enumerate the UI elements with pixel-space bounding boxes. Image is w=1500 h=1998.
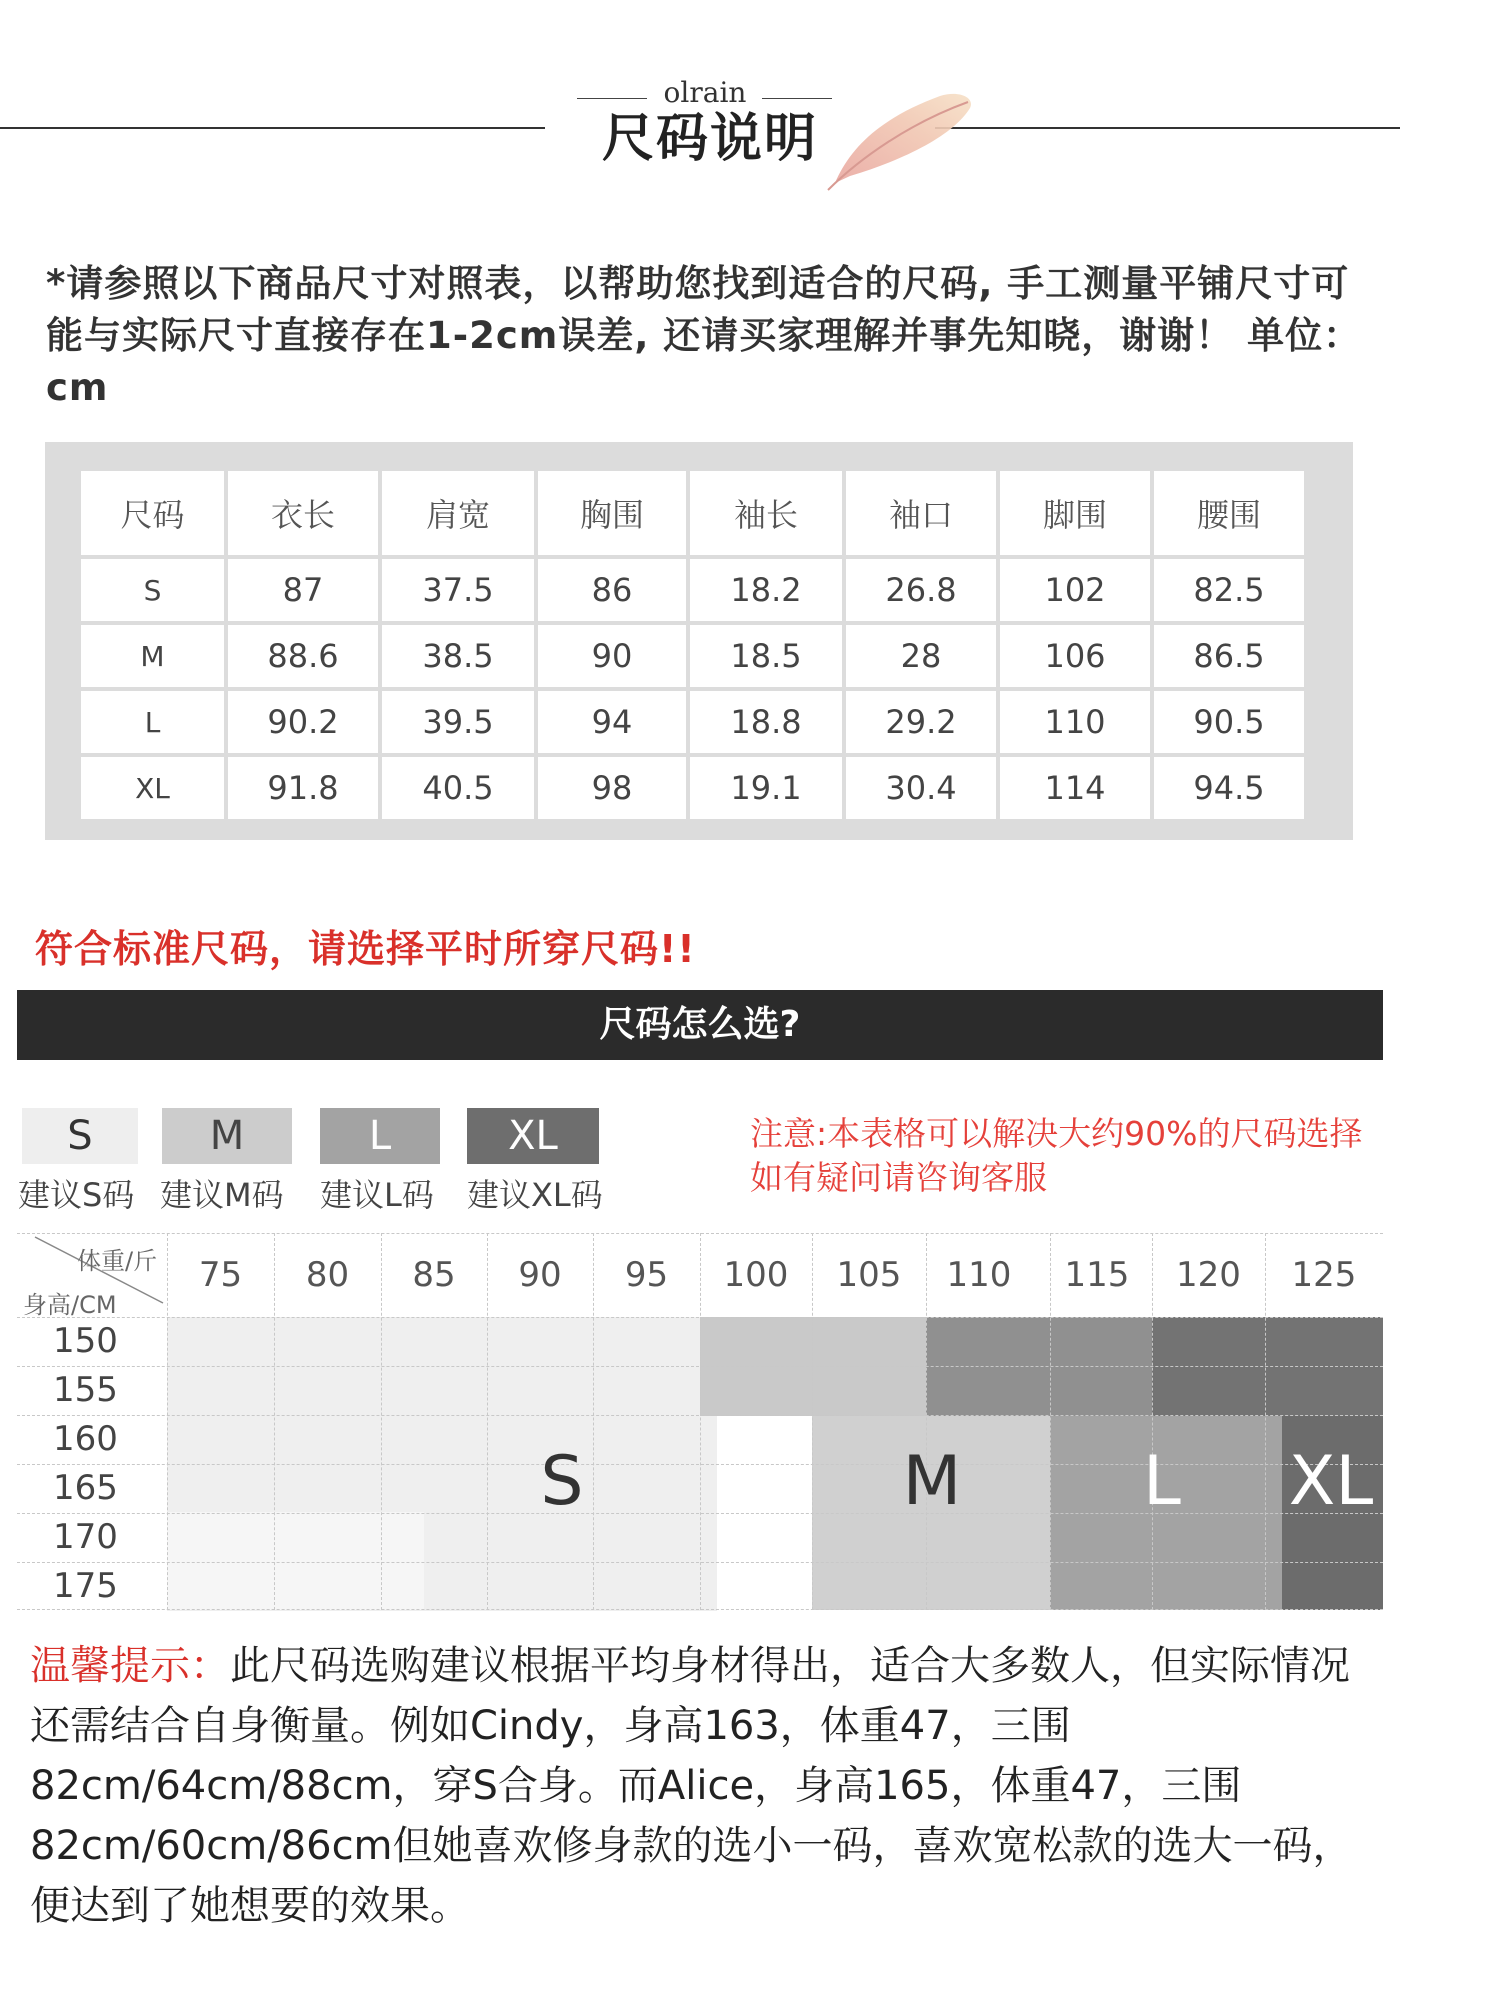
table-cell: 39.5	[382, 691, 534, 753]
table-header-cell: 胸围	[538, 471, 686, 555]
table-cell: 26.8	[846, 559, 996, 621]
table-cell: 98	[538, 757, 686, 819]
weight-label: 90	[518, 1255, 562, 1295]
table-cell: 86.5	[1154, 625, 1304, 687]
header-rule-left	[0, 127, 545, 129]
zone-label-xl: XL	[1288, 1442, 1374, 1521]
weight-label: 95	[624, 1255, 669, 1295]
legend-label-l: 建议L码	[320, 1176, 434, 1214]
grid-line	[17, 1366, 1383, 1367]
table-cell: XL	[81, 757, 224, 819]
notice-line: 如有疑问请咨询客服	[750, 1158, 1047, 1197]
legend-label-xl: 建议XL码	[467, 1176, 603, 1214]
grid-line	[17, 1415, 1383, 1416]
table-header-cell: 肩宽	[382, 471, 534, 555]
height-label: 170	[53, 1517, 118, 1557]
weight-label: 85	[412, 1255, 456, 1295]
table-cell: 29.2	[846, 691, 996, 753]
tips-text: 此尺码选购建议根据平均身材得出，适合大多数人，但实际情况还需结合自身衡量。例如Cindy，身高163，体重47，三围82cm/64cm/88cm，穿S合身。而Alice，身高165，体重47，三围82cm/60cm/86cm但她喜欢修身款的选小一码，喜欢宽松款的选大一码，便达到了她想要的效果。	[30, 1643, 1353, 1929]
weight-label: 105	[836, 1255, 902, 1295]
table-row	[81, 559, 1304, 621]
table-cell: 110	[1000, 691, 1150, 753]
table-cell: 102	[1000, 559, 1150, 621]
size-table	[77, 467, 1308, 823]
weight-label: 110	[946, 1255, 1012, 1295]
section-bar	[17, 990, 1383, 1060]
table-cell: 38.5	[382, 625, 534, 687]
legend-label-m: 建议M码	[160, 1176, 284, 1214]
brand-rule-left	[577, 98, 647, 99]
table-cell: 114	[1000, 757, 1150, 819]
table-header-row	[81, 471, 1304, 555]
weight-label: 100	[723, 1255, 789, 1295]
size-table-panel	[45, 442, 1353, 840]
table-header-cell: 袖口	[846, 471, 996, 555]
table-cell: 19.1	[690, 757, 842, 819]
table-cell: 94.5	[1154, 757, 1304, 819]
zone-label-l: L	[1143, 1442, 1181, 1521]
weight-label: 80	[305, 1255, 350, 1295]
table-cell: 88.6	[228, 625, 378, 687]
table-cell: 30.4	[846, 757, 996, 819]
table-cell: 18.5	[690, 625, 842, 687]
feather-icon	[820, 78, 980, 198]
intro-text: *请参照以下商品尺寸对照表，以帮助您找到适合的尺码, 手工测量平铺尺寸可能与实际尺寸直接存在1-2cm误差, 还请买家理解并事先知晓，谢谢！ 单位：cm	[46, 262, 1362, 409]
table-header-cell: 脚围	[1000, 471, 1150, 555]
notice-line: 注意:本表格可以解决大约90%的尺码选择	[750, 1114, 1363, 1153]
table-cell: L	[81, 691, 224, 753]
standard-size-note: 符合标准尺码，请选择平时所穿尺码!!	[35, 927, 696, 971]
zone-block-s	[167, 1512, 424, 1610]
weight-label: 75	[198, 1255, 243, 1295]
table-cell: S	[81, 559, 224, 621]
weight-label: 115	[1064, 1255, 1130, 1295]
weight-label: 125	[1291, 1255, 1357, 1295]
height-label: 150	[53, 1321, 118, 1361]
zone-label-s: S	[540, 1442, 584, 1521]
legend-chip-m: M	[162, 1108, 292, 1164]
height-label: 165	[53, 1468, 118, 1508]
table-row	[81, 691, 1304, 753]
table-cell: 28	[846, 625, 996, 687]
table-cell: 86	[538, 559, 686, 621]
grid-line	[17, 1317, 1383, 1318]
notice-text	[750, 1112, 1362, 1200]
size-selection-grid	[17, 1233, 1383, 1610]
weight-axis-header: 体重/斤	[77, 1247, 158, 1275]
table-cell: 90	[538, 625, 686, 687]
header-rule-right	[935, 127, 1400, 129]
table-cell: 90.2	[228, 691, 378, 753]
table-cell: 18.2	[690, 559, 842, 621]
table-row	[81, 625, 1304, 687]
table-cell: 106	[1000, 625, 1150, 687]
table-header-cell: 袖长	[690, 471, 842, 555]
table-cell: 40.5	[382, 757, 534, 819]
page-title: 尺码说明	[601, 109, 818, 169]
grid-line	[17, 1609, 1383, 1610]
table-cell: 94	[538, 691, 686, 753]
grid-line	[17, 1562, 1383, 1563]
height-label: 160	[53, 1419, 118, 1459]
weight-label: 120	[1176, 1255, 1241, 1295]
zone-label-m: M	[902, 1442, 962, 1521]
table-row	[81, 757, 1304, 819]
section-bar-title: 尺码怎么选?	[599, 1004, 801, 1045]
height-axis-header: 身高/CM	[23, 1291, 117, 1319]
height-label: 155	[53, 1370, 118, 1410]
tips-paragraph	[30, 1636, 1380, 1936]
legend-chip-l: L	[320, 1108, 440, 1164]
table-cell: 87	[228, 559, 378, 621]
table-header-cell: 腰围	[1154, 471, 1304, 555]
table-cell: 82.5	[1154, 559, 1304, 621]
table-cell: 90.5	[1154, 691, 1304, 753]
table-cell: 18.8	[690, 691, 842, 753]
tips-label: 温馨提示：	[30, 1643, 230, 1689]
legend-chip-xl: XL	[467, 1108, 599, 1164]
brand-logo: olrain	[663, 76, 747, 109]
table-cell: 91.8	[228, 757, 378, 819]
height-label: 175	[53, 1566, 118, 1606]
table-cell: M	[81, 625, 224, 687]
legend-label-s: 建议S码	[18, 1176, 135, 1214]
table-cell: 37.5	[382, 559, 534, 621]
table-header-cell: 衣长	[228, 471, 378, 555]
legend-chip-s: S	[22, 1108, 138, 1164]
table-header-cell: 尺码	[81, 471, 224, 555]
